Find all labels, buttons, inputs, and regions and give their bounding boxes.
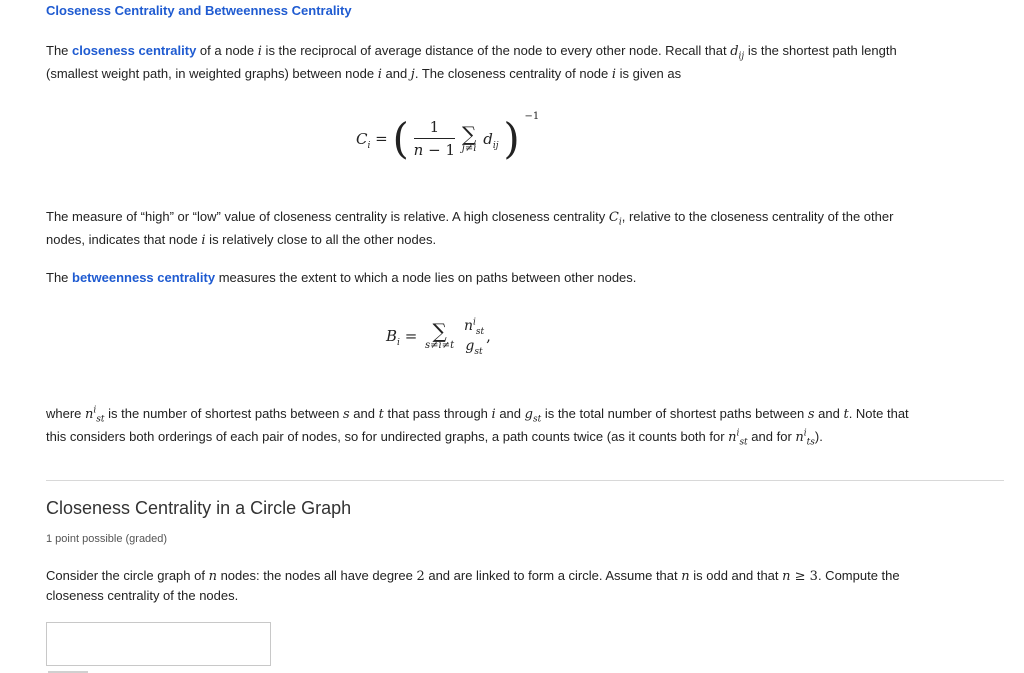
intro-paragraph: The closeness centrality of a node i is the reciprocal of average distance of the node to every other node. Recall that $d_{ij}$ is the shortest path length (smallest weight path, in weighted graphs) between node i and j. The closeness centrality of node i is given as — [46, 43, 897, 82]
closeness-centrality-term: closeness centrality — [72, 43, 197, 58]
points-label: 1 point possible (graded) — [46, 533, 168, 545]
problem-title: Closeness Centrality in a Circle Graph — [46, 498, 352, 518]
section-title: Closeness Centrality and Betweenness Centrality — [46, 3, 352, 18]
betweenness-formula: $B_i$ = ∑ s≠i≠t $n^i_{st}$ $g_{st}$ , — [386, 317, 491, 357]
where-paragraph: where $n^i_{st}$ is the number of shortest paths between s and t that pass through i and $g_{st}$ is the total number of shortest paths between s and t. Note that this considers both orderings of each pair of nodes, so for undirected graphs, a path counts twice (as it counts both for $n^i_{st}$ and for $n^i_{ts}$). — [46, 405, 909, 448]
relative-paragraph: The measure of “high” or “low” value of closeness centrality is relative. A high closeness centrality $C_i$, relative to the closeness centrality of the other nodes, indicates that node i is relatively close to all the other nodes. — [46, 209, 894, 248]
closeness-formula: $C_i$ = ( $\frac{1}{n - 1}$ ∑ j≠i $d_{ij}$ ) $^{-1}$ — [356, 110, 540, 163]
betweenness-paragraph: The betweenness centrality measures the extent to which a node lies on paths between other nodes. — [46, 270, 637, 285]
section-divider — [46, 480, 1004, 481]
answer-box[interactable] — [46, 622, 271, 666]
betweenness-centrality-term: betweenness centrality — [72, 270, 216, 285]
answer-input[interactable] — [47, 623, 270, 665]
problem-question: Consider the circle graph of n nodes: the nodes all have degree 2 and are linked to form a circle. Assume that n is odd and that n ≥ 3. Compute the closeness centrality of the nodes. — [46, 568, 900, 603]
